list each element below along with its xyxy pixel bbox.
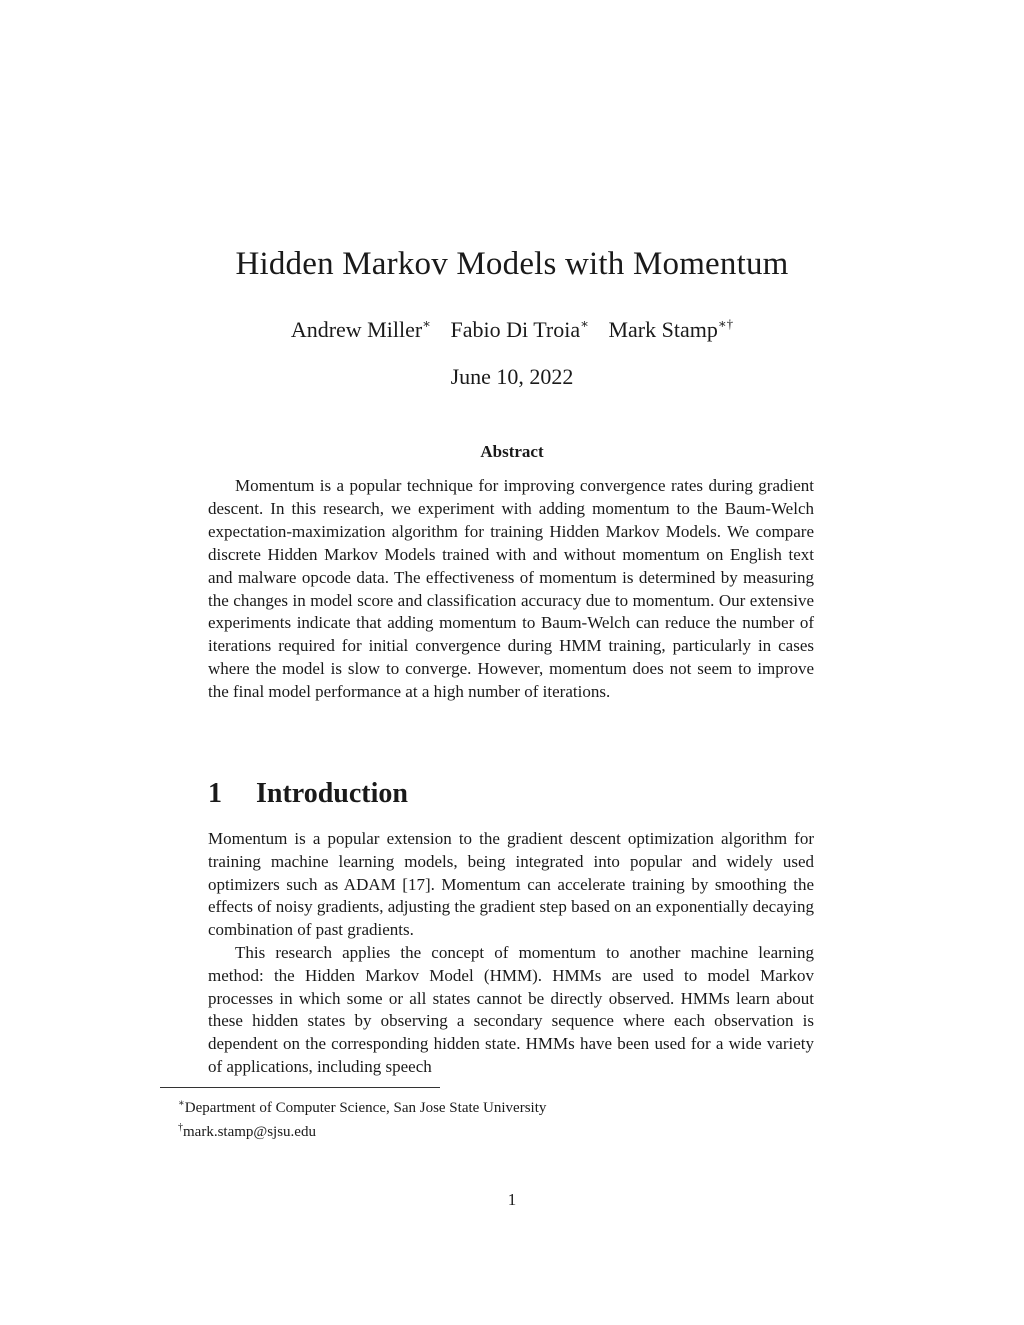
abstract-heading: Abstract [480,442,544,461]
author-affiliation-mark: ∗ [422,316,432,331]
footnote-text: mark.stamp@sjsu.edu [183,1124,316,1140]
footnotes [178,1094,546,1142]
abstract-text: Momentum is a popular technique for improving convergence rates during gradient descent. In this research, we experiment with adding momentum to the Baum-Welch expectation-maximization algorithm for training Hidden Markov Models. We compare discrete Hidden Markov Models trained with and without momentum on English text and malware opcode data. The effectiveness of momentum is determined by measuring the changes in model score and classification accuracy due to momentum. Our extensive experiments indicate that adding momentum to Baum-Welch can reduce the number of iterations required for initial convergence during HMM training, particularly in cases where the model is slow to converge. However, momentum does not seem to improve the final model performance at a high number of iterations. [208,476,814,702]
footnote-mark: † [178,1122,183,1133]
author-2 [451,317,589,342]
author-affiliation-mark: ∗† [717,316,734,331]
page-number: 1 [507,1190,517,1209]
footnote [178,1094,546,1118]
footnote [178,1118,546,1142]
publication-date: June 10, 2022 [450,364,574,389]
paper-title: Hidden Markov Models with Momentum [235,246,789,282]
paragraph: This research applies the concept of momentum to another machine learning method: the Hidden Markov Model (HMM). HMMs are used to model Markov processes in which some or all states cannot be directly observed. HMMs learn about these hidden states by observing a secondary sequence where each observation is dependent on the corresponding hidden state. HMMs have been used for a wide variety of applications, including speech [208,942,814,1076]
author-name: Andrew Miller [290,317,423,342]
footnote-divider [160,1087,440,1088]
introduction-body [208,828,814,1079]
author-affiliation-mark: ∗ [580,316,589,331]
author-name: Fabio Di Troia [450,317,581,342]
section-heading [208,778,408,810]
section-number: 1 [208,778,222,809]
footnote-text: Department of Computer Science, San Jose State University [184,1100,547,1116]
section-title: Introduction [256,778,408,809]
footnote-mark: ∗ [178,1098,185,1109]
author-1 [291,317,431,342]
paragraph: Momentum is a popular extension to the gradient descent optimization algorithm for training machine learning models, being integrated into popular and widely used optimizers such as ADAM [17]. Momentum can accelerate training by smoothing the effects of noisy gradients, adjusting the gradient step based on an exponentially decaying combination of past gradients. [208,829,814,940]
author-name: Mark Stamp [608,317,718,342]
author-list [0,316,1024,343]
author-3 [608,317,733,342]
